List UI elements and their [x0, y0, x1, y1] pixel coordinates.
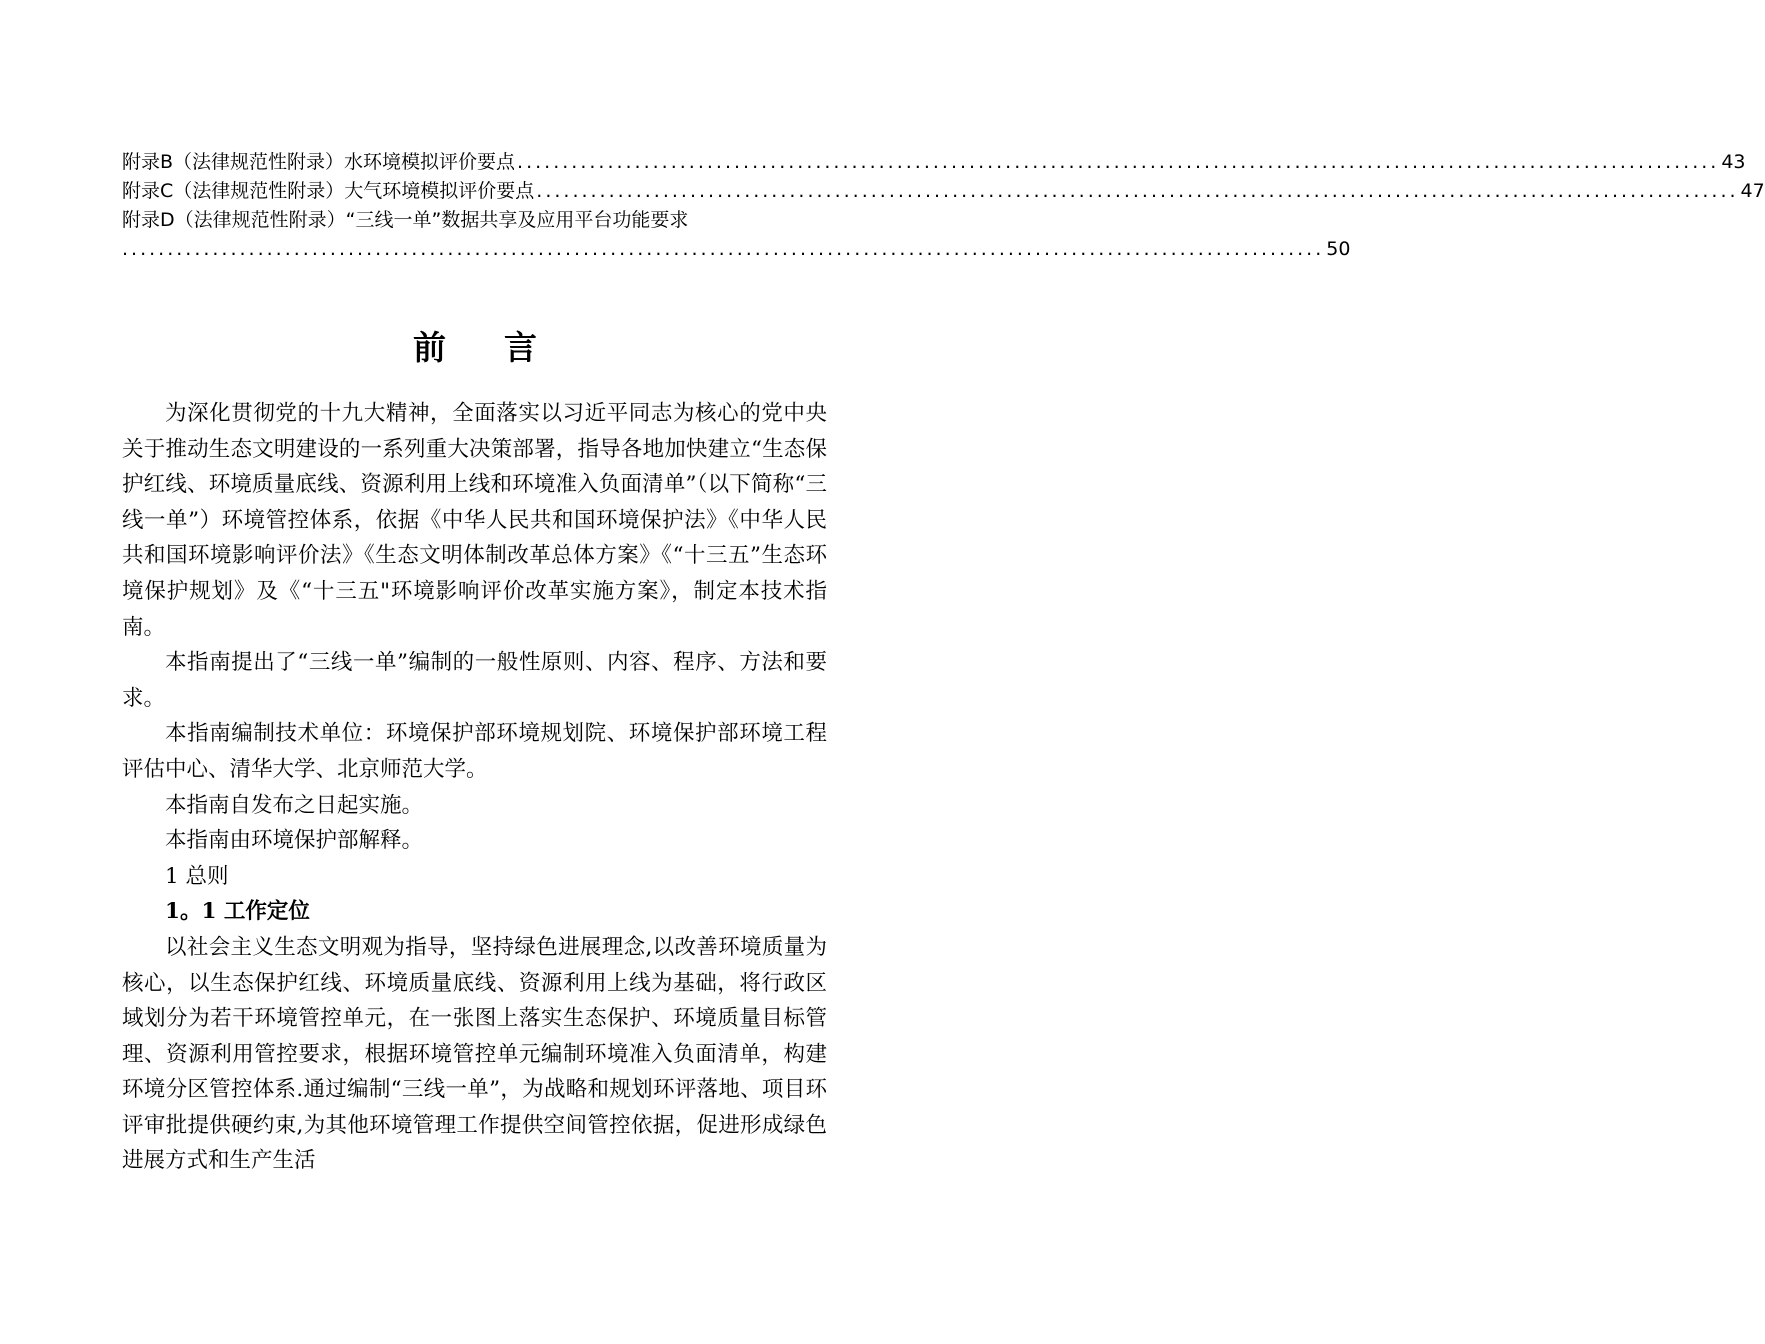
preface-body — [122, 396, 827, 1179]
preface-title: 前言 — [413, 328, 595, 367]
toc-entry[interactable] — [122, 148, 1746, 177]
section-heading: 1 总则 — [165, 863, 229, 889]
preface-paragraph: 为深化贯彻党的十九大精神，全面落实以习近平同志为核心的党中央关于推动生态文明建设的一系列重大决策部署，指导各地加快建立“生态保护红线、环境质量底线、资源利用上线和环境准入负面清单”（以下简称“三线一单”）环境管控体系，依据《中华人民共和国环境保护法》《中华人民共和国环境影响评价法》《生态文明体制改革总体方案》《“十三五”生态环境保护规划》及《“十三五"环境影响评价改革实施方案》，制定本技术指南。 — [122, 401, 827, 640]
toc-entry-title: 附录D（法律规范性附录）“三线一单”数据共享及应用平台功能要求 — [122, 209, 689, 231]
table-of-contents — [122, 148, 1765, 264]
preface-paragraph: 本指南提出了“三线一单”编制的一般性原则、内容、程序、方法和要求。 — [122, 650, 827, 711]
toc-entry-title: 附录B（法律规范性附录）水环境模拟评价要点 — [122, 151, 516, 173]
subsection-heading: 1。1 工作定位 — [165, 899, 310, 925]
toc-entry-page: 50 — [1326, 238, 1351, 260]
toc-entry[interactable] — [122, 206, 1351, 264]
section-paragraph: 以社会主义生态文明观为指导，坚持绿色进展理念,以改善环境质量为核心，以生态保护红线、环境质量底线、资源利用上线为基础，将行政区域划分为若干环境管控单元，在一张图上落实生态保护、环境质量目标管理、资源利用管控要求，根据环境管控单元编制环境准入负面清单，构建环境分区管控体系.通过编制“三线一单”，为战略和规划环评落地、项目环评审批提供硬约束,为其他环境管理工作提供空间管控依据，促进形成绿色进展方式和生产生活 — [122, 934, 827, 1174]
preface-paragraph: 本指南由环境保护部解释。 — [165, 828, 424, 854]
toc-entry[interactable] — [122, 177, 1765, 206]
toc-leader-dots: ..................................................................................................................................... — [517, 151, 1720, 173]
toc-leader-dots: ..................................................................................................................................... — [122, 238, 1325, 260]
preface-paragraph: 本指南自发布之日起实施。 — [165, 792, 424, 818]
preface-paragraph: 本指南编制技术单位：环境保护部环境规划院、环境保护部环境工程评估中心、清华大学、北京师范大学。 — [122, 721, 827, 782]
toc-leader-dots: ..................................................................................................................................... — [536, 180, 1739, 202]
toc-entry-title: 附录C（法律规范性附录）大气环境模拟评价要点 — [122, 180, 535, 202]
toc-entry-page: 43 — [1721, 151, 1746, 173]
toc-entry-page: 47 — [1740, 180, 1765, 202]
